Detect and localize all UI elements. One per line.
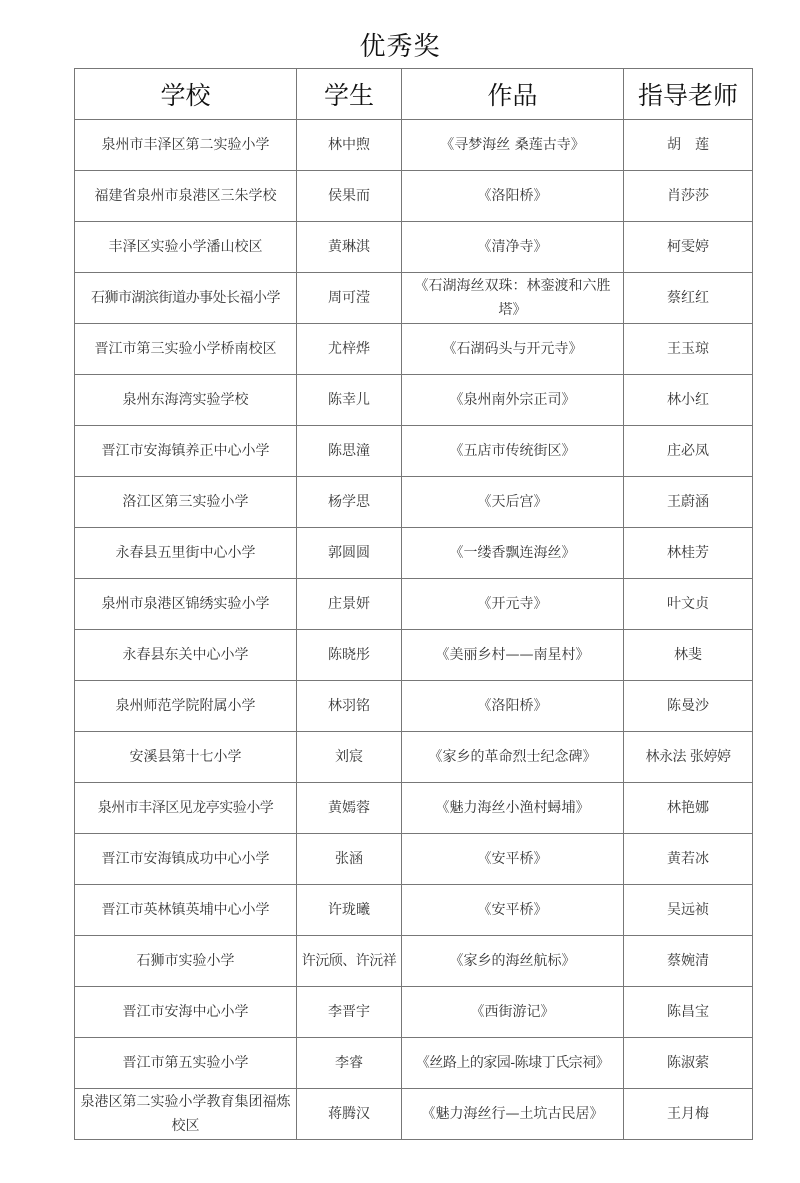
cell-work: 《石湖码头与开元寺》 xyxy=(402,324,624,375)
header-teacher: 指导老师 xyxy=(624,69,753,120)
cell-work: 《魅力海丝小渔村蟳埔》 xyxy=(402,783,624,834)
cell-student: 陈思潼 xyxy=(297,426,402,477)
cell-teacher: 吴远祯 xyxy=(624,885,753,936)
cell-teacher: 蔡婉清 xyxy=(624,936,753,987)
cell-student: 林中煦 xyxy=(297,120,402,171)
table-header-row xyxy=(75,69,753,120)
table-row xyxy=(75,936,753,987)
cell-work: 《一缕香飘连海丝》 xyxy=(402,528,624,579)
cell-school: 晋江市安海镇成功中心小学 xyxy=(75,834,297,885)
cell-school: 安溪县第十七小学 xyxy=(75,732,297,783)
cell-school: 泉州师范学院附属小学 xyxy=(75,681,297,732)
cell-school: 泉州市丰泽区第二实验小学 xyxy=(75,120,297,171)
table-row xyxy=(75,732,753,783)
cell-teacher: 陈淑萦 xyxy=(624,1038,753,1089)
cell-teacher: 叶文贞 xyxy=(624,579,753,630)
cell-teacher: 林小红 xyxy=(624,375,753,426)
cell-school: 福建省泉州市泉港区三朱学校 xyxy=(75,171,297,222)
cell-student: 庄景妍 xyxy=(297,579,402,630)
cell-school: 永春县五里街中心小学 xyxy=(75,528,297,579)
cell-student: 李晋宇 xyxy=(297,987,402,1038)
cell-teacher: 黄若冰 xyxy=(624,834,753,885)
table-row xyxy=(75,375,753,426)
cell-school: 晋江市英林镇英埔中心小学 xyxy=(75,885,297,936)
cell-school: 永春县东关中心小学 xyxy=(75,630,297,681)
cell-work: 《天后宫》 xyxy=(402,477,624,528)
cell-student: 张涵 xyxy=(297,834,402,885)
table-row xyxy=(75,528,753,579)
cell-work: 《安平桥》 xyxy=(402,885,624,936)
cell-work: 《美丽乡村——南星村》 xyxy=(402,630,624,681)
cell-work: 《丝路上的家园-陈埭丁氏宗祠》 xyxy=(402,1038,624,1089)
cell-work: 《家乡的革命烈士纪念碑》 xyxy=(402,732,624,783)
cell-teacher: 林桂芳 xyxy=(624,528,753,579)
cell-teacher: 林斐 xyxy=(624,630,753,681)
cell-school: 石狮市湖滨街道办事处长福小学 xyxy=(75,273,297,324)
cell-work: 《泉州南外宗正司》 xyxy=(402,375,624,426)
cell-student: 侯果而 xyxy=(297,171,402,222)
header-school: 学校 xyxy=(75,69,297,120)
header-work: 作品 xyxy=(402,69,624,120)
table-row xyxy=(75,426,753,477)
cell-teacher: 林艳娜 xyxy=(624,783,753,834)
cell-teacher: 王蔚涵 xyxy=(624,477,753,528)
cell-work: 《寻梦海丝 桑莲古寺》 xyxy=(402,120,624,171)
cell-school: 泉州东海湾实验学校 xyxy=(75,375,297,426)
table-row xyxy=(75,630,753,681)
cell-student: 陈晓彤 xyxy=(297,630,402,681)
cell-school: 晋江市第三实验小学桥南校区 xyxy=(75,324,297,375)
cell-school: 石狮市实验小学 xyxy=(75,936,297,987)
table-row xyxy=(75,1038,753,1089)
cell-student: 陈幸儿 xyxy=(297,375,402,426)
cell-student: 李睿 xyxy=(297,1038,402,1089)
cell-work: 《清净寺》 xyxy=(402,222,624,273)
table-row xyxy=(75,324,753,375)
cell-student: 杨学思 xyxy=(297,477,402,528)
table-row xyxy=(75,1089,753,1140)
cell-work: 《西街游记》 xyxy=(402,987,624,1038)
table-row xyxy=(75,681,753,732)
cell-school: 泉州市丰泽区见龙亭实验小学 xyxy=(75,783,297,834)
cell-student: 周可滢 xyxy=(297,273,402,324)
cell-school: 晋江市安海中心小学 xyxy=(75,987,297,1038)
cell-school: 丰泽区实验小学潘山校区 xyxy=(75,222,297,273)
table-row xyxy=(75,783,753,834)
cell-teacher: 王月梅 xyxy=(624,1089,753,1140)
cell-student: 尤梓烨 xyxy=(297,324,402,375)
table-row xyxy=(75,171,753,222)
cell-teacher: 林永法 张婷婷 xyxy=(624,732,753,783)
cell-teacher: 庄必凤 xyxy=(624,426,753,477)
cell-student: 许沅颀、许沅祥 xyxy=(297,936,402,987)
cell-student: 许珑曦 xyxy=(297,885,402,936)
cell-school: 晋江市安海镇养正中心小学 xyxy=(75,426,297,477)
cell-school: 泉港区第二实验小学教育集团福炼校区 xyxy=(75,1089,297,1140)
cell-student: 郭圆圆 xyxy=(297,528,402,579)
cell-student: 黄琳淇 xyxy=(297,222,402,273)
table-row xyxy=(75,885,753,936)
cell-student: 刘宸 xyxy=(297,732,402,783)
cell-teacher: 陈昌宝 xyxy=(624,987,753,1038)
table-row xyxy=(75,120,753,171)
page-title: 优秀奖 xyxy=(359,32,441,62)
cell-student: 林羽铭 xyxy=(297,681,402,732)
cell-work: 《洛阳桥》 xyxy=(402,681,624,732)
cell-work: 《五店市传统街区》 xyxy=(402,426,624,477)
header-student: 学生 xyxy=(297,69,402,120)
cell-teacher: 蔡红红 xyxy=(624,273,753,324)
cell-student: 蒋腾汉 xyxy=(297,1089,402,1140)
cell-school: 晋江市第五实验小学 xyxy=(75,1038,297,1089)
cell-teacher: 胡 莲 xyxy=(624,120,753,171)
cell-teacher: 王玉琼 xyxy=(624,324,753,375)
table-row xyxy=(75,222,753,273)
table-row xyxy=(75,987,753,1038)
table-row xyxy=(75,477,753,528)
cell-teacher: 柯雯婷 xyxy=(624,222,753,273)
table-row xyxy=(75,273,753,324)
cell-work: 《魅力海丝行—土坑古民居》 xyxy=(402,1089,624,1140)
cell-work: 《开元寺》 xyxy=(402,579,624,630)
cell-teacher: 陈曼沙 xyxy=(624,681,753,732)
award-table xyxy=(74,68,753,1140)
cell-work: 《家乡的海丝航标》 xyxy=(402,936,624,987)
table-row xyxy=(75,834,753,885)
cell-work: 《洛阳桥》 xyxy=(402,171,624,222)
cell-student: 黄嫣蓉 xyxy=(297,783,402,834)
cell-teacher: 肖莎莎 xyxy=(624,171,753,222)
cell-school: 泉州市泉港区锦绣实验小学 xyxy=(75,579,297,630)
cell-work: 《安平桥》 xyxy=(402,834,624,885)
cell-work: 《石湖海丝双珠：林銮渡和六胜塔》 xyxy=(402,273,624,324)
cell-school: 洛江区第三实验小学 xyxy=(75,477,297,528)
table-row xyxy=(75,579,753,630)
